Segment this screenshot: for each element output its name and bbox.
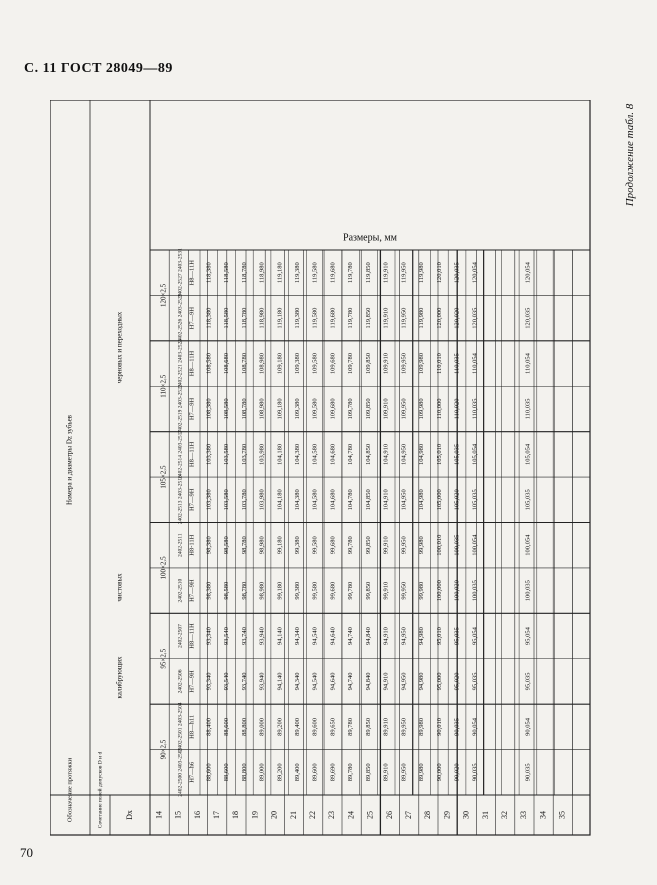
designation-label: Обозначение протяжки — [66, 757, 74, 823]
table-cell-value: 98,580 — [223, 536, 231, 555]
column-code: 2402-2527 2403-2531 — [177, 248, 184, 298]
column-field: H8—h11 — [188, 714, 196, 739]
table-cell-value: 89,000 — [258, 763, 266, 782]
column-field: H7—9H — [188, 397, 196, 421]
table-cell-value: 99,780 — [347, 536, 355, 555]
table-cell-value: 103,780 — [240, 489, 248, 511]
dimensions-table — [50, 100, 610, 840]
table-cell-value: 90,035 — [453, 717, 461, 736]
table-cell-value: 100,054 — [524, 534, 532, 556]
continuation-note — [620, 100, 640, 210]
table-cell-value: 120,010 — [435, 262, 443, 284]
table-cell-value: 104,950 — [400, 489, 408, 511]
tooth-number: 16 — [192, 811, 202, 819]
table-cell-value: 100,000 — [435, 580, 443, 602]
table-cell-value: 89,910 — [382, 717, 390, 736]
table-cell-value: 105,020 — [453, 489, 461, 511]
table-cell-value: 120,000 — [435, 307, 443, 329]
table-cell-value: 104,910 — [382, 489, 390, 511]
table-cell-value: 90,010 — [435, 717, 443, 736]
table-cell-value: 104,980 — [418, 443, 426, 465]
table-cell-value: 94,950 — [400, 672, 408, 691]
table-cell-value: 108,380 — [205, 398, 213, 420]
table-cell-value: 105,054 — [471, 443, 479, 465]
table-cell-value: 100,035 — [524, 580, 532, 602]
table-cell-value: 89,600 — [311, 717, 319, 736]
tooth-number: 15 — [173, 811, 183, 819]
table-cell-value: 95,000 — [435, 672, 443, 691]
table-cell-value: 90,035 — [524, 763, 532, 782]
table-cell-value: 118,780 — [240, 307, 248, 329]
table-cell-value: 93,940 — [258, 672, 266, 691]
table-cell-value: 99,850 — [364, 581, 372, 600]
table-cell-value: 95,010 — [435, 627, 443, 645]
table-frame — [50, 100, 590, 835]
table-cell-value: 119,780 — [347, 262, 355, 284]
table-cell-value: 118,980 — [258, 262, 266, 284]
table-cell-value: 109,980 — [418, 352, 426, 375]
table-cell-value: 93,540 — [223, 627, 231, 645]
table-cell-value: 98,980 — [258, 581, 266, 600]
table-cell-value: 119,910 — [382, 262, 390, 284]
table-cell-value: 105,035 — [524, 489, 532, 511]
tooth-number: 30 — [461, 811, 471, 819]
table-cell-value: 95,035 — [524, 672, 532, 691]
table-cell-value: 89,400 — [293, 717, 301, 736]
table-cell-value: 94,640 — [329, 672, 337, 691]
table-cell-value: 93,740 — [240, 627, 248, 645]
table-cell-value: 103,980 — [258, 443, 266, 465]
table-cell-value: 104,680 — [329, 489, 337, 511]
table-cell-value: 109,780 — [347, 398, 355, 420]
table-cell-value: 94,910 — [382, 627, 390, 645]
table-cell-value: 89,200 — [276, 717, 284, 736]
table-cell-value: 90,054 — [471, 717, 479, 736]
table-cell-value: 89,980 — [418, 763, 426, 782]
table-cell-value: 88,800 — [240, 763, 248, 782]
table-cell-value: 110,035 — [524, 398, 532, 420]
table-cell-value: 118,380 — [205, 262, 213, 284]
table-cell-value: 118,980 — [258, 307, 266, 329]
table-cell-value: 119,380 — [293, 307, 301, 329]
table-cell-value: 108,980 — [258, 398, 266, 420]
table-cell-value: 94,540 — [311, 672, 319, 691]
column-code: 2402-2519 2403-2523 — [177, 384, 184, 434]
table-cell-value: 105,010 — [435, 443, 443, 465]
table-cell-value: 109,950 — [400, 398, 408, 420]
table-cell-value: 119,980 — [418, 307, 426, 329]
table-cell-value: 109,950 — [400, 352, 408, 375]
table-cell-value: 109,850 — [364, 352, 372, 375]
table-cell-value: 99,910 — [382, 581, 390, 600]
table-cell-value: 109,910 — [382, 398, 390, 420]
table-cell-value: 89,980 — [418, 717, 426, 736]
table-cell-value: 95,054 — [524, 627, 532, 645]
table-cell-value: 104,580 — [311, 489, 319, 511]
rotated-table-container — [50, 100, 610, 840]
tooth-number: 28 — [423, 811, 433, 819]
table-cell-value: 108,980 — [258, 352, 266, 375]
tooth-number: 33 — [519, 811, 529, 819]
column-field: H8—11H — [188, 623, 196, 649]
table-cell-value: 98,780 — [240, 581, 248, 600]
table-cell-value: 105,035 — [471, 489, 479, 511]
table-cell-value: 119,910 — [382, 307, 390, 329]
table-cell-value: 118,780 — [240, 262, 248, 284]
table-cell-value: 88,600 — [223, 763, 231, 782]
table-cell-value: 90,000 — [435, 763, 443, 782]
table-cell-value: 98,580 — [223, 581, 231, 600]
table-cell-value: 100,035 — [453, 534, 461, 556]
table-cell-value: 119,580 — [311, 262, 319, 284]
table-cell-value: 109,580 — [311, 398, 319, 420]
table-cell-value: 89,850 — [364, 763, 372, 782]
table-cell-value: 88,800 — [240, 717, 248, 736]
table-cell-value: 99,180 — [276, 536, 284, 555]
table-cell-value: 119,980 — [418, 262, 426, 284]
table-cell-value: 109,680 — [329, 398, 337, 420]
tooth-number: 20 — [269, 811, 279, 819]
table-cell-value: 90,054 — [524, 717, 532, 736]
table-cell-value: 110,035 — [453, 353, 461, 374]
tooth-number: 26 — [384, 811, 394, 819]
table-cell-value: 99,680 — [329, 536, 337, 555]
table-cell-value: 109,910 — [382, 352, 390, 375]
table-cell-value: 89,650 — [329, 717, 337, 736]
table-cell-value: 94,840 — [364, 672, 372, 691]
table-cell-value: 99,680 — [329, 581, 337, 600]
table-cell-value: 95,054 — [471, 627, 479, 645]
dx-label: Dx — [124, 810, 134, 820]
table-cell-value: 94,950 — [400, 627, 408, 645]
tooth-number: 21 — [288, 811, 298, 819]
table-cell-value: 110,035 — [471, 398, 479, 420]
table-cell-value: 89,200 — [276, 763, 284, 782]
table-cell-value: 93,740 — [240, 672, 248, 691]
group-size-label: 90×2,5 — [159, 739, 168, 760]
table-cell-value: 89,780 — [347, 763, 355, 782]
column-code: 2402-2511 — [177, 533, 184, 558]
table-cell-value: 119,850 — [364, 262, 372, 284]
table-cell-value: 98,380 — [205, 581, 213, 600]
table-cell-value: 104,910 — [382, 443, 390, 465]
table-cell-value: 94,980 — [418, 627, 426, 645]
group-roughing-label: черновых и переходных — [115, 311, 124, 384]
table-cell-value: 89,690 — [329, 763, 337, 782]
table-cell-value: 89,400 — [293, 763, 301, 782]
table-cell-value: 108,580 — [223, 398, 231, 420]
table-cell-value: 94,840 — [364, 627, 372, 645]
table-cell-value: 99,180 — [276, 581, 284, 600]
table-cell-value: 119,680 — [329, 262, 337, 284]
table-cell-value: 109,680 — [329, 352, 337, 375]
tooth-number: 23 — [327, 811, 337, 819]
tooth-number: 18 — [231, 811, 241, 819]
column-code: 2402-2506 — [177, 669, 184, 694]
table-cell-value: 119,580 — [311, 307, 319, 329]
table-cell-value: 110,010 — [435, 353, 443, 374]
table-cell-value: 104,850 — [364, 489, 372, 511]
teeth-side-title: Номера и диаметры Dz зубьев — [65, 415, 74, 505]
column-field: H8—11H — [188, 441, 196, 468]
tooth-number: 35 — [557, 811, 567, 819]
table-cell-value: 100,054 — [471, 534, 479, 556]
table-cell-value: 104,180 — [276, 443, 284, 465]
table-cell-value: 88,600 — [223, 717, 231, 736]
table-cell-value: 94,340 — [293, 627, 301, 645]
column-field: H7—h6 — [188, 761, 196, 783]
tooth-number: 32 — [500, 811, 510, 819]
table-cell-value: 109,180 — [276, 352, 284, 375]
column-field: H8—11H — [188, 350, 196, 377]
table-cell-value: 89,000 — [258, 717, 266, 736]
table-cell-value: 108,580 — [205, 352, 213, 375]
tooth-number: 25 — [365, 811, 375, 819]
table-cell-value: 109,180 — [276, 398, 284, 420]
table-cell-value: 120,035 — [471, 307, 479, 329]
table-cell-value: 104,780 — [347, 489, 355, 511]
group-calibrating-label: калибрующих — [115, 656, 124, 699]
table-cell-value: 88,600 — [205, 763, 213, 782]
table-cell-value: 103,380 — [205, 443, 213, 465]
table-cell-value: 120,035 — [453, 262, 461, 284]
table-cell-value: 119,850 — [364, 307, 372, 329]
table-cell-value: 100,035 — [471, 580, 479, 602]
tooth-number: 27 — [404, 811, 414, 819]
table-cell-value: 118,580 — [223, 262, 231, 284]
table-cell-value: 103,380 — [205, 489, 213, 511]
table-cell-value: 120,054 — [471, 262, 479, 284]
table-cell-value: 104,780 — [347, 443, 355, 465]
table-cell-value: 95,020 — [453, 672, 461, 691]
tooth-number: 31 — [480, 811, 490, 819]
tooth-number: 34 — [538, 811, 548, 819]
table-cell-value: 104,680 — [329, 443, 337, 465]
table-cell-value: 89,850 — [364, 717, 372, 736]
table-cell-value: 104,180 — [276, 489, 284, 511]
table-cell-value: 99,910 — [382, 536, 390, 555]
table-cell-value: 95,035 — [471, 672, 479, 691]
table-cell-value: 109,850 — [364, 398, 372, 420]
group-size-label: 110×2,5 — [159, 374, 168, 398]
table-cell-value: 104,850 — [364, 443, 372, 465]
column-field: H7—9H — [188, 488, 196, 511]
tooth-number: 14 — [154, 811, 164, 819]
table-cell-value: 110,000 — [435, 398, 443, 420]
table-cell-value: 94,140 — [276, 672, 284, 691]
table-cell-value: 94,140 — [276, 627, 284, 645]
table-cell-value: 105,054 — [524, 443, 532, 465]
table-cell-value: 90,035 — [471, 763, 479, 782]
table-cell-value: 100,010 — [435, 534, 443, 556]
table-cell-value: 109,380 — [293, 352, 301, 375]
table-cell-value: 103,580 — [223, 443, 231, 465]
table-cell-value: 99,780 — [347, 581, 355, 600]
table-cell-value: 100,020 — [453, 580, 461, 602]
table-cell-value: 119,180 — [276, 262, 284, 284]
table-cell-value: 110,020 — [453, 398, 461, 420]
column-code: 2402-2514 2403-2517 — [177, 429, 184, 479]
table-cell-value: 98,780 — [240, 536, 248, 555]
table-cell-value: 89,910 — [382, 763, 390, 782]
table-cell-value: 109,980 — [418, 398, 426, 420]
column-code: 2402-2521 2403-2524 — [177, 339, 184, 389]
table-cell-value: 94,540 — [311, 627, 319, 645]
table-cell-value: 99,950 — [400, 536, 408, 555]
column-code: 2402-2500 2403-2503 — [177, 747, 184, 797]
table-cell-value: 93,940 — [258, 627, 266, 645]
table-cell-value: 99,380 — [293, 581, 301, 600]
table-cell-value: 99,380 — [293, 536, 301, 555]
table-cell-value: 93,340 — [205, 672, 213, 691]
table-cell-value: 94,640 — [329, 627, 337, 645]
column-code: 2402-2513 2403-2516 — [177, 475, 184, 525]
tooth-number: 24 — [346, 811, 356, 819]
table-cell-value: 93,340 — [205, 627, 213, 645]
table-cell-value: 103,980 — [258, 489, 266, 511]
table-cell-value: 118,580 — [223, 307, 231, 329]
group-size-label: 95×2,5 — [159, 648, 168, 669]
column-field: H8-11H — [188, 534, 196, 556]
tolerance-combination-label: Сочетание полей допусков D и d — [97, 751, 104, 829]
table-cell-value: 98,380 — [205, 536, 213, 555]
table-cell-value: 99,580 — [311, 536, 319, 555]
continuation-label: Продолжение табл. 8 — [624, 103, 636, 207]
column-field: H8—11H — [188, 260, 196, 286]
table-cell-value: 108,780 — [240, 352, 248, 375]
table-cell-value: 104,580 — [311, 443, 319, 465]
table-cell-value: 89,600 — [311, 763, 319, 782]
table-cell-value: 120,054 — [524, 262, 532, 284]
table-cell-value: 99,580 — [311, 581, 319, 600]
table-cell-value: 99,950 — [400, 581, 408, 600]
table-cell-value: 94,740 — [347, 672, 355, 691]
page-header: С. 11 ГОСТ 28049—89 — [24, 61, 173, 76]
table-cell-value: 109,780 — [347, 352, 355, 375]
tooth-number: 17 — [212, 811, 222, 819]
table-cell-value: 94,740 — [347, 627, 355, 645]
table-cell-value: 119,950 — [400, 307, 408, 329]
table-cell-value: 104,380 — [293, 443, 301, 465]
column-field: H7—9H — [188, 670, 196, 693]
table-cell-value: 110,054 — [471, 353, 479, 374]
column-code: 2402-2501 2403-2504 — [177, 702, 184, 752]
table-cell-value: 104,950 — [400, 443, 408, 465]
table-cell-value: 94,980 — [418, 672, 426, 691]
table-cell-value: 119,680 — [329, 307, 337, 329]
table-cell-value: 104,980 — [418, 489, 426, 511]
table-cell-value: 110,054 — [524, 353, 532, 374]
table-cell-value: 94,340 — [293, 672, 301, 691]
table-cell-value: 103,580 — [223, 489, 231, 511]
tooth-number: 19 — [250, 811, 260, 819]
table-cell-value: 90,020 — [453, 763, 461, 782]
table-cell-value: 108,680 — [223, 352, 231, 375]
table-cell-value: 94,910 — [382, 672, 390, 691]
size-caption: Размеры, мм — [343, 232, 397, 244]
table-cell-value: 95,035 — [453, 627, 461, 645]
table-cell-value: 109,380 — [293, 398, 301, 420]
table-cell-value: 99,980 — [418, 536, 426, 555]
column-field: H7—9H — [188, 579, 196, 602]
table-cell-value: 118,380 — [205, 307, 213, 329]
table-cell-value: 98,980 — [258, 536, 266, 555]
table-cell-value: 105,000 — [435, 489, 443, 511]
table-cell-value: 89,950 — [400, 717, 408, 736]
table-cell-value: 119,380 — [293, 262, 301, 284]
table-cell-value: 108,780 — [240, 398, 248, 420]
column-code: 2402-2510 — [177, 578, 184, 603]
table-cell-value: 119,180 — [276, 307, 284, 329]
group-finishing-label: чистовых — [115, 573, 124, 602]
table-cell-value: 119,950 — [400, 262, 408, 284]
group-size-label: 100×2,5 — [159, 556, 168, 580]
table-cell-value: 99,850 — [364, 536, 372, 555]
table-cell-value: 105,035 — [453, 443, 461, 465]
column-code: 2402-2507 — [177, 624, 184, 648]
column-field: H7—9H — [188, 306, 196, 330]
group-size-label: 105×2,5 — [159, 465, 168, 489]
table-cell-value: 89,950 — [400, 763, 408, 782]
table-cell-value: 103,780 — [240, 443, 248, 465]
table-cell-value: 89,780 — [347, 717, 355, 736]
tooth-number: 29 — [442, 811, 452, 819]
table-cell-value: 93,540 — [223, 672, 231, 691]
table-cell-value: 120,020 — [453, 307, 461, 329]
table-cell-value: 99,980 — [418, 581, 426, 600]
table-cell-value: 109,580 — [311, 352, 319, 375]
tooth-number: 22 — [308, 811, 318, 819]
table-cell-value: 119,780 — [347, 307, 355, 329]
table-cell-value: 120,035 — [524, 307, 532, 329]
table-cell-value: 88,400 — [205, 717, 213, 736]
column-code: 2402-2526 2403-2529 — [177, 293, 184, 343]
table-cell-value: 104,380 — [293, 489, 301, 511]
group-size-label: 120×2,5 — [159, 283, 168, 308]
page-number: 70 — [20, 845, 33, 860]
